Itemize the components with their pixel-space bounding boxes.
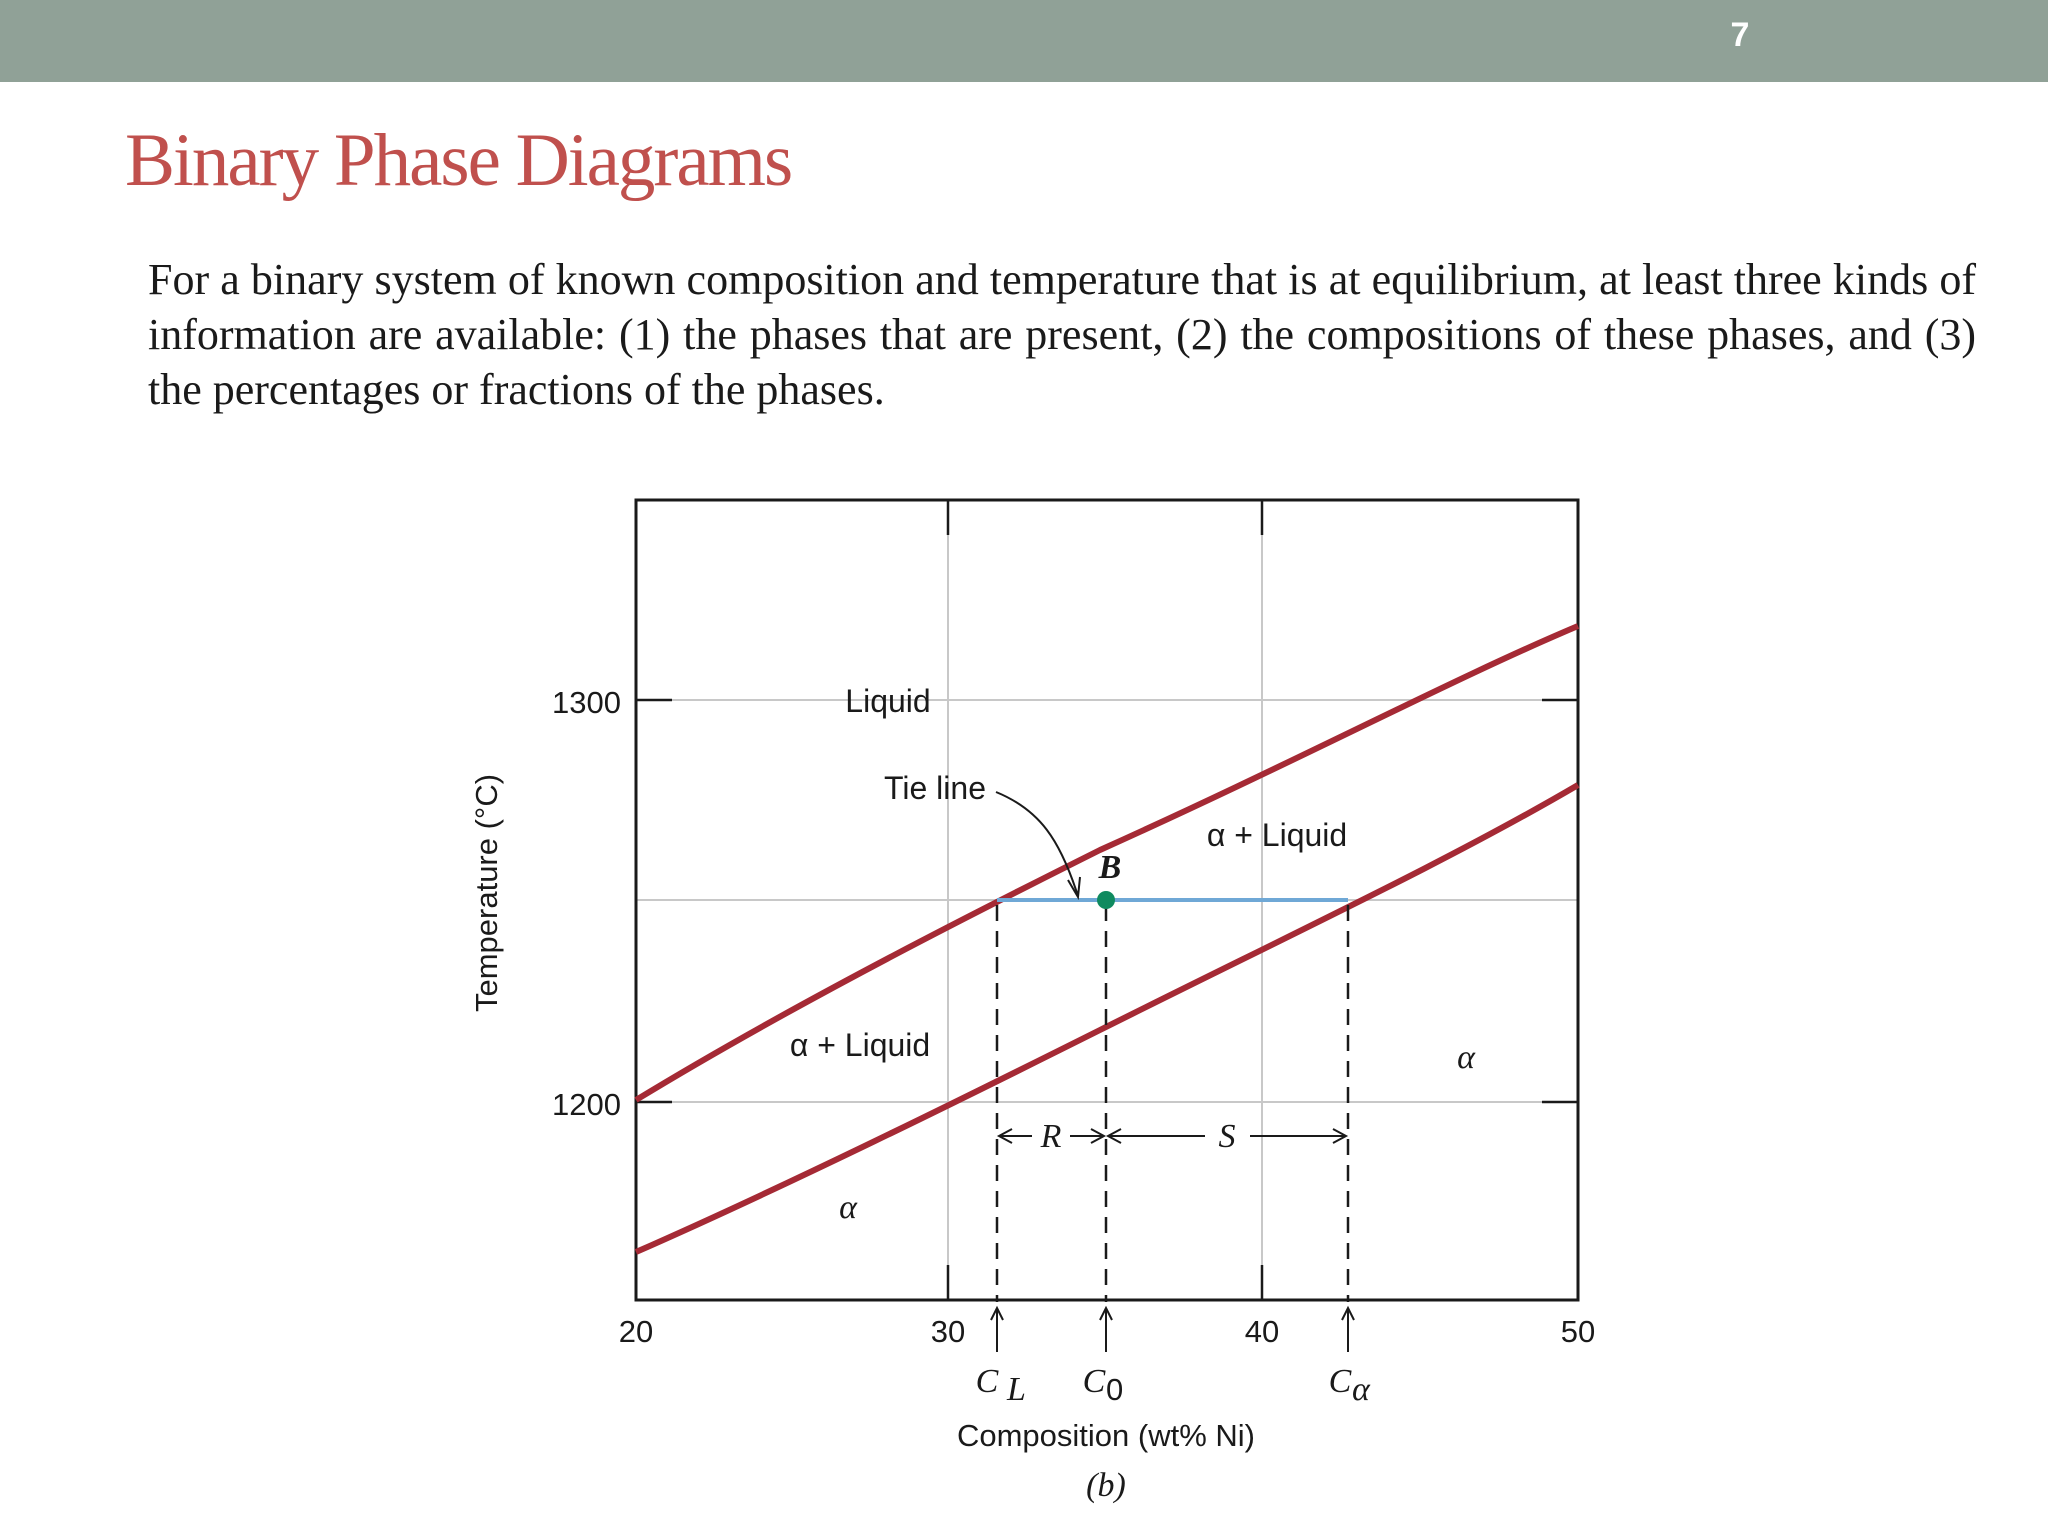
region-alpha-right: α <box>1457 1039 1475 1076</box>
composition-drops <box>997 905 1348 1302</box>
composition-arrows <box>991 1308 1354 1352</box>
c0-sub: 0 <box>1106 1372 1124 1407</box>
s-label: S <box>1218 1118 1236 1155</box>
slide-number: 7 <box>1730 16 1750 54</box>
region-alpha-left: α <box>839 1189 857 1226</box>
y-tick-1300: 1300 <box>552 685 621 720</box>
cl-main: C <box>975 1363 999 1400</box>
x-tick-20: 20 <box>618 1314 654 1349</box>
cl-mark <box>976 1363 1026 1408</box>
ca-sub: α <box>1352 1371 1370 1408</box>
x-tick-40: 40 <box>1244 1314 1280 1349</box>
ca-main: C <box>1328 1363 1352 1400</box>
region-liquid: Liquid <box>845 683 931 719</box>
y-tick-1200: 1200 <box>552 1087 621 1122</box>
x-tick-50: 50 <box>1560 1314 1596 1349</box>
ca-mark <box>1329 1363 1371 1408</box>
x-axis-label: Composition (wt% Ni) <box>956 1418 1256 1453</box>
region-alpha-liquid-left: α + Liquid <box>789 1027 931 1063</box>
figure-caption: (b) <box>1086 1467 1126 1504</box>
slide-body-text: For a binary system of known composition and temperature that is at equilibrium, at least three kinds of information are available: (1) the phases that are present, (2) the compositions of these phases, and (3) the percentages or fractions of the phases. <box>148 255 1976 414</box>
x-tick-30: 30 <box>930 1314 966 1349</box>
tie-line-label: Tie line <box>884 770 986 806</box>
region-alpha-liquid-upper: α + Liquid <box>1206 817 1348 853</box>
c0-mark <box>1083 1363 1124 1407</box>
c0-main: C <box>1082 1363 1106 1400</box>
point-b-label: B <box>1098 849 1122 886</box>
point-b <box>1097 891 1115 909</box>
y-axis-label: Temperature (°C) <box>469 773 504 1013</box>
cl-sub: L <box>1007 1371 1026 1408</box>
slide-title: Binary Phase Diagrams <box>125 119 792 202</box>
r-label: R <box>1040 1118 1062 1155</box>
